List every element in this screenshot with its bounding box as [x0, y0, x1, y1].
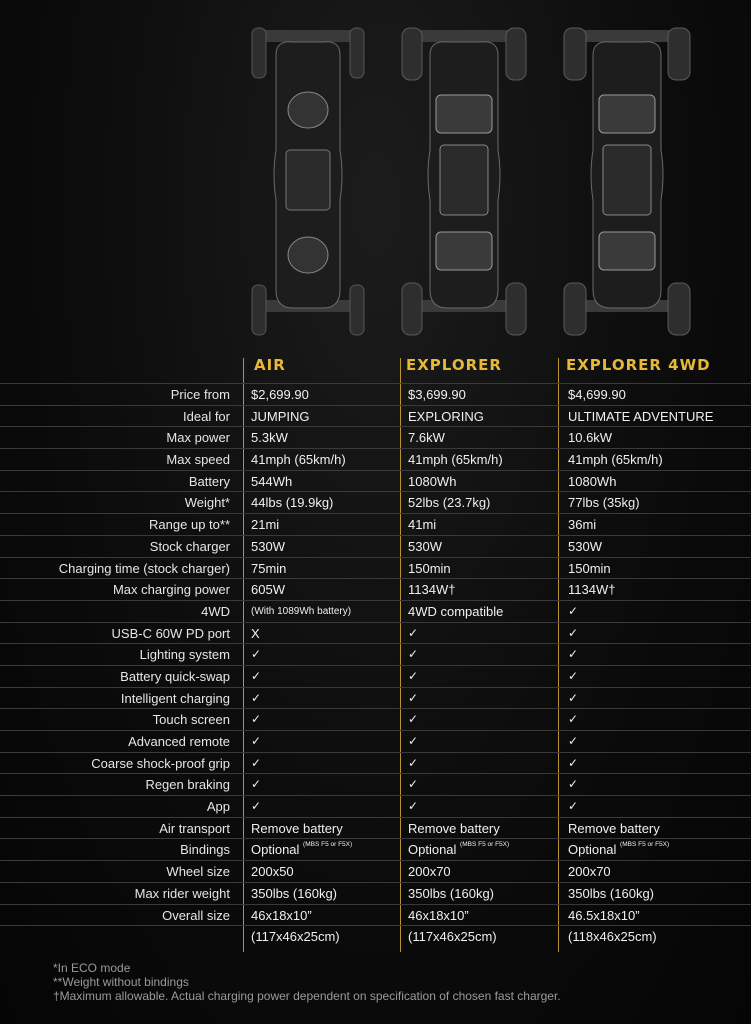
- cell-explorer: 1080Wh: [408, 473, 457, 489]
- spec-table: [0, 383, 751, 947]
- cell-explorer-4wd: [568, 842, 669, 857]
- table-row: [0, 491, 751, 513]
- check-icon: ✓: [568, 668, 579, 683]
- check-icon: ✓: [251, 755, 262, 770]
- table-row: [0, 665, 751, 687]
- header-air: AIR: [254, 356, 286, 374]
- x-icon: X: [251, 625, 260, 641]
- cell-explorer-4wd: 46.5x18x10”: [568, 907, 640, 923]
- bindings-note: (MBS F5 or F5X): [620, 841, 670, 849]
- cell-explorer-4wd: 350lbs (160kg): [568, 885, 654, 901]
- cell-air: 21mi: [251, 517, 280, 533]
- check-icon: ✓: [408, 734, 419, 748]
- table-row: [0, 448, 751, 470]
- cell-explorer: 530W: [408, 538, 442, 554]
- check-icon: ✓: [251, 712, 262, 727]
- row-label: Touch screen: [152, 712, 230, 728]
- row-label: Max charging power: [112, 582, 230, 598]
- check-icon: ✓: [408, 712, 419, 727]
- cell-explorer-4wd: 530W: [568, 538, 602, 554]
- row-label: Air transport: [159, 820, 230, 836]
- cell-explorer: Remove battery: [408, 820, 500, 836]
- check-icon: ✓: [568, 647, 579, 662]
- check-icon: ✓: [408, 668, 419, 683]
- row-label: Ideal for: [183, 408, 230, 424]
- footnote: †Maximum allowable. Actual charging power dependent on specification of chosen fast charger.: [53, 989, 561, 1003]
- row-label: Regen braking: [145, 777, 230, 793]
- table-row: [0, 860, 751, 882]
- cell-explorer: 46x18x10”: [408, 907, 469, 923]
- check-icon: ✓: [251, 668, 262, 683]
- cell-air: 5.3kW: [251, 430, 288, 446]
- cell-explorer: 52lbs (23.7kg): [408, 495, 491, 511]
- cell-explorer-4wd: 150min: [568, 560, 611, 576]
- cell-air: 350lbs (160kg): [251, 885, 337, 901]
- cell-explorer-4wd: (118x46x25cm): [568, 929, 657, 945]
- check-icon: ✓: [251, 647, 262, 662]
- air-board-image: [248, 0, 368, 345]
- check-icon: ✓: [568, 777, 579, 792]
- cell-explorer-4wd: 41mph (65km/h): [568, 452, 663, 468]
- header-explorer-4wd: EXPLORER 4WD: [566, 356, 711, 374]
- row-label: Coarse shock-proof grip: [91, 755, 230, 771]
- row-label: USB-C 60W PD port: [111, 625, 230, 641]
- row-label: Lighting system: [139, 647, 230, 663]
- table-row: [0, 708, 751, 730]
- table-row: [0, 426, 751, 448]
- cell-explorer-4wd: 77lbs (35kg): [568, 495, 640, 511]
- header-explorer: EXPLORER: [406, 356, 502, 374]
- table-row: [0, 643, 751, 665]
- footnotes: [53, 961, 561, 1003]
- cell-explorer-4wd: 10.6kW: [568, 430, 613, 446]
- cell-explorer-4wd: ULTIMATE ADVENTURE: [568, 408, 714, 424]
- footnote: **Weight without bindings: [53, 975, 189, 989]
- board-images: [0, 0, 751, 350]
- row-label: Max rider weight: [134, 885, 230, 901]
- bindings-value: Optional: [251, 842, 300, 858]
- check-icon: ✓: [568, 625, 579, 640]
- check-icon: ✓: [568, 734, 579, 748]
- check-icon: ✓: [568, 603, 579, 618]
- cell-air: 46x18x10”: [251, 907, 312, 923]
- cell-air: [251, 842, 352, 857]
- table-row: [0, 535, 751, 557]
- cell-explorer-4wd: 36mi: [568, 517, 597, 533]
- table-row: [0, 405, 751, 427]
- cell-air: 605W: [251, 582, 285, 598]
- table-row: [0, 513, 751, 535]
- cell-explorer-4wd: Remove battery: [568, 820, 660, 836]
- explorer-board-image: [400, 0, 528, 345]
- cell-explorer: 7.6kW: [408, 430, 445, 446]
- cell-explorer: 200x70: [408, 864, 451, 880]
- table-row: [0, 752, 751, 774]
- table-row: [0, 600, 751, 622]
- row-label: Wheel size: [166, 864, 230, 880]
- row-label: Charging time (stock charger): [58, 560, 230, 576]
- check-icon: ✓: [568, 690, 579, 705]
- cell-explorer: 4WD compatible: [408, 603, 504, 619]
- check-icon: ✓: [408, 777, 419, 792]
- footnote: *In ECO mode: [53, 961, 131, 975]
- cell-air: 44lbs (19.9kg): [251, 495, 334, 511]
- cell-explorer: EXPLORING: [408, 408, 484, 424]
- check-icon: ✓: [251, 690, 262, 705]
- row-label: Weight*: [184, 495, 230, 511]
- check-icon: ✓: [408, 690, 419, 705]
- check-icon: ✓: [408, 625, 419, 640]
- row-label: Battery quick-swap: [120, 668, 230, 684]
- cell-explorer-4wd: 1080Wh: [568, 473, 617, 489]
- cell-air: 544Wh: [251, 473, 293, 489]
- row-label: Overall size: [162, 907, 230, 923]
- cell-air: $2,699.90: [251, 387, 309, 402]
- cell-air: 530W: [251, 538, 285, 554]
- row-label: Range up to**: [149, 517, 230, 533]
- bindings-note: (MBS F5 or F5X): [460, 841, 510, 849]
- table-row: [0, 882, 751, 904]
- check-icon: ✓: [568, 799, 579, 814]
- cell-air: (117x46x25cm): [251, 929, 340, 945]
- row-label: Max power: [166, 430, 230, 446]
- table-row: [0, 730, 751, 752]
- check-icon: ✓: [251, 777, 262, 792]
- check-icon: ✓: [408, 755, 419, 770]
- cell-air: 200x50: [251, 864, 294, 880]
- table-row: [0, 622, 751, 644]
- bindings-note: (MBS F5 or F5X): [303, 841, 353, 849]
- cell-air: 41mph (65km/h): [251, 452, 346, 468]
- table-row: [0, 557, 751, 579]
- cell-explorer-4wd: $4,699.90: [568, 387, 626, 402]
- explorer-4wd-board-image: [562, 0, 692, 345]
- cell-air: 75min: [251, 560, 287, 576]
- cell-air: JUMPING: [251, 408, 310, 424]
- table-row: [0, 470, 751, 492]
- check-icon: ✓: [568, 755, 579, 770]
- cell-explorer-4wd: 1134W†: [568, 582, 616, 598]
- check-icon: ✓: [251, 799, 262, 814]
- row-label: Stock charger: [149, 538, 230, 554]
- bindings-value: Optional: [408, 842, 457, 858]
- cell-explorer: $3,699.90: [408, 387, 466, 402]
- bindings-value: Optional: [568, 842, 617, 858]
- check-icon: ✓: [251, 734, 262, 748]
- table-row: [0, 925, 751, 947]
- check-icon: ✓: [408, 799, 419, 814]
- row-label: 4WD: [201, 603, 230, 619]
- row-label: Price from: [170, 387, 230, 402]
- cell-explorer: 350lbs (160kg): [408, 885, 494, 901]
- table-row: [0, 795, 751, 817]
- table-row: [0, 687, 751, 709]
- model-headers: [0, 356, 751, 382]
- cell-air: Remove battery: [251, 820, 343, 836]
- row-label: Max speed: [166, 452, 230, 468]
- row-label: Battery: [188, 473, 230, 489]
- cell-explorer: 150min: [408, 560, 451, 576]
- row-label: Bindings: [180, 842, 230, 858]
- table-row: [0, 773, 751, 795]
- cell-explorer: [408, 842, 509, 857]
- row-label: App: [206, 799, 230, 815]
- row-label: Advanced remote: [128, 734, 230, 749]
- check-icon: ✓: [568, 712, 579, 727]
- row-label: Intelligent charging: [120, 690, 230, 706]
- cell-explorer-4wd: 200x70: [568, 864, 611, 880]
- cell-explorer: 41mi: [408, 517, 437, 533]
- cell-explorer: 41mph (65km/h): [408, 452, 503, 468]
- table-row: [0, 578, 751, 600]
- cell-air: (With 1089Wh battery): [251, 605, 352, 617]
- table-row: [0, 838, 751, 860]
- table-row: [0, 817, 751, 839]
- check-icon: ✓: [408, 647, 419, 662]
- cell-explorer: (117x46x25cm): [408, 929, 497, 945]
- cell-explorer: 1134W†: [408, 582, 456, 598]
- table-row: [0, 904, 751, 926]
- table-row: [0, 383, 751, 405]
